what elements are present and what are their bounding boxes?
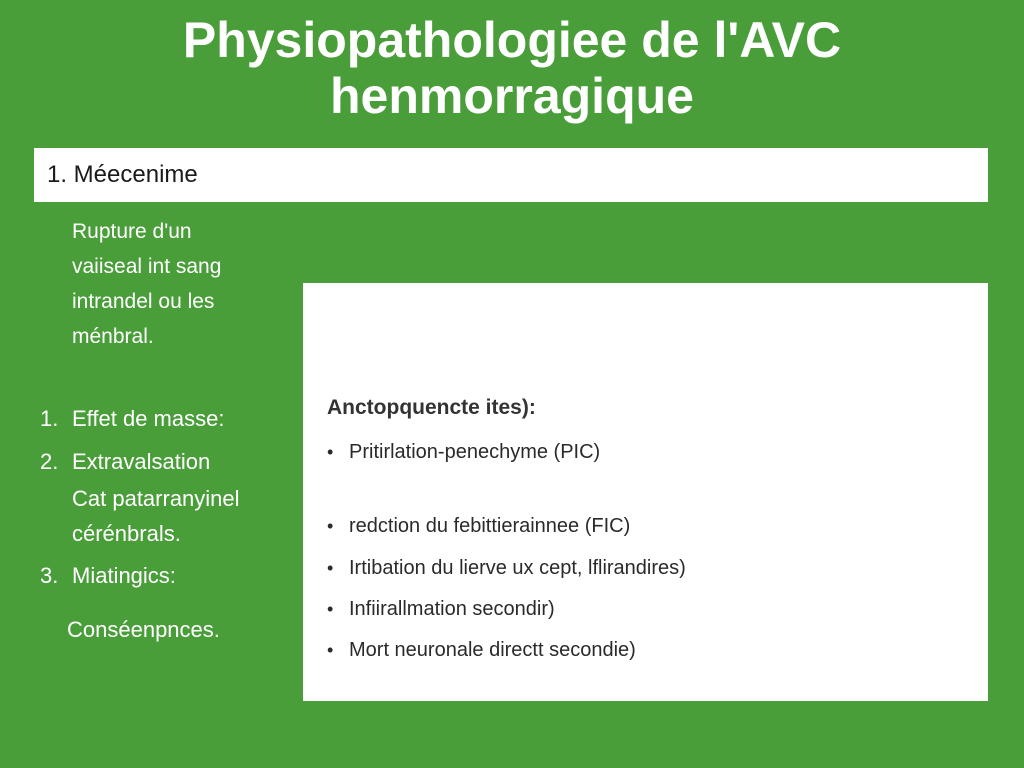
bullet-icon: • <box>327 599 334 619</box>
numbered-item-1 <box>40 404 224 434</box>
item-number: 3. <box>40 563 59 588</box>
bullet-text: redction du febittierainnee (FIC) <box>349 515 631 537</box>
item-number: 1. <box>40 406 59 431</box>
bullet-item <box>327 555 686 581</box>
bullet-icon: • <box>327 640 334 660</box>
item-text: Extravalsation <box>72 449 211 474</box>
item-2-subline-1: Cat patarranyinel <box>72 486 240 511</box>
bullet-icon: • <box>327 558 334 578</box>
content-panel <box>303 283 988 701</box>
item-number: 2. <box>40 449 59 474</box>
title-line-1: Physiopathologiee de l'AVC <box>182 12 842 68</box>
item-text: Miatingics: <box>72 563 176 588</box>
bullet-text: Mort neuronale directt secondie) <box>349 639 636 661</box>
section-header-bar <box>34 148 988 202</box>
bullet-item <box>327 637 636 663</box>
numbered-item-2 <box>40 447 210 477</box>
bullet-text: Pritirlation-penechyme (PIC) <box>349 441 601 463</box>
item-2-subline-2: cérénbrals. <box>72 521 181 546</box>
bullet-text: Irtibation du lierve ux cept, lflirandires) <box>349 557 686 579</box>
item-text: Effet de masse: <box>72 406 225 431</box>
bullet-item <box>327 513 630 539</box>
description-line: intrandel ou les <box>72 290 215 313</box>
bullet-item <box>327 439 600 465</box>
title-line-2: henmorragique <box>330 68 694 124</box>
bullet-text: Infiirallmation secondir) <box>349 598 555 620</box>
bullet-item <box>327 596 555 622</box>
consequences-label: Conséenpnces. <box>67 617 220 642</box>
description-line: ménbral. <box>72 325 154 348</box>
page-title <box>0 12 1024 124</box>
description-line: vaiiseal int sang <box>72 255 222 278</box>
bullet-icon: • <box>327 442 334 462</box>
numbered-item-3 <box>40 561 176 591</box>
description-line: Rupture d'un <box>72 220 192 243</box>
panel-heading: Anctopquencte ites): <box>327 396 536 419</box>
section-header-label: 1. Méecenime <box>47 161 198 188</box>
bullet-icon: • <box>327 516 334 536</box>
mechanism-description <box>72 214 292 354</box>
